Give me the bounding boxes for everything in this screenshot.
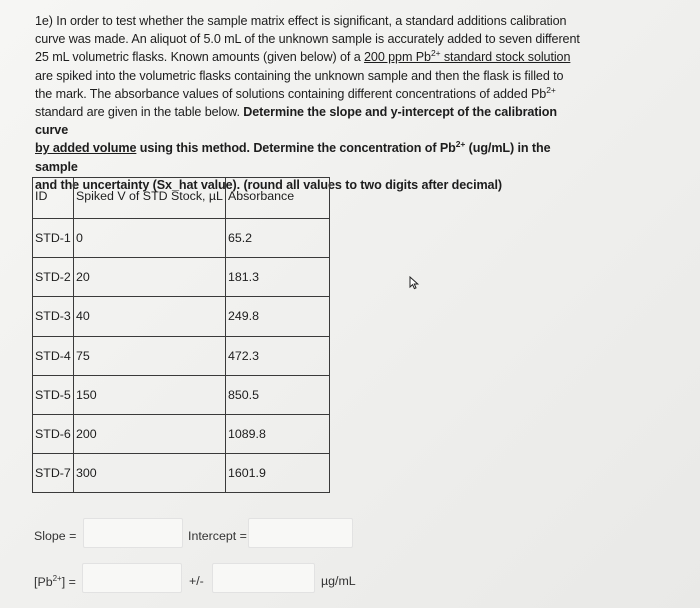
cell-volume: 200 bbox=[74, 414, 226, 453]
cell-id: STD-2 bbox=[33, 258, 74, 297]
table-row bbox=[33, 219, 330, 258]
table-row bbox=[33, 336, 330, 375]
table-row bbox=[33, 375, 330, 414]
cell-absorbance: 1089.8 bbox=[225, 414, 329, 453]
question-line: 25 mL volumetric flasks. Known amounts (given below) of a 200 ppm $Pb^{2+}$ standard stock solution bbox=[35, 48, 571, 65]
cell-absorbance: 65.2 bbox=[225, 219, 329, 258]
unit-label: µg/mL bbox=[321, 574, 356, 588]
cell-absorbance: 850.5 bbox=[225, 375, 329, 414]
cell-id: STD-5 bbox=[33, 375, 74, 414]
cell-volume: 40 bbox=[74, 297, 226, 336]
slope-label: Slope = bbox=[34, 529, 77, 543]
slope-input[interactable] bbox=[83, 518, 183, 548]
intercept-label: Intercept = bbox=[188, 529, 247, 543]
cell-id: STD-6 bbox=[33, 414, 74, 453]
intercept-input[interactable] bbox=[248, 518, 353, 548]
concentration-label: $[Pb^{2+}]$ = bbox=[34, 574, 76, 590]
cell-absorbance: 249.8 bbox=[225, 297, 329, 336]
table-header-row bbox=[33, 178, 330, 219]
concentration-input[interactable] bbox=[82, 563, 182, 593]
question-line: 1e) In order to test whether the sample matrix effect is significant, a standard additions calibration bbox=[35, 14, 567, 28]
header-volume: Spiked V of STD Stock, µL bbox=[74, 178, 226, 219]
header-absorbance: Absorbance bbox=[225, 178, 329, 219]
cell-volume: 150 bbox=[74, 375, 226, 414]
table-row bbox=[33, 414, 330, 453]
cell-id: STD-3 bbox=[33, 297, 74, 336]
cell-volume: 0 bbox=[74, 219, 226, 258]
mouse-cursor-icon bbox=[409, 276, 421, 290]
plus-minus-label: +/- bbox=[189, 574, 204, 588]
cell-id: STD-7 bbox=[33, 454, 74, 493]
question-line: and the uncertainty (Sx_hat value). (round all values to two digits after decimal) bbox=[35, 177, 502, 192]
question-line: curve was made. An aliquot of 5.0 mL of the unknown sample is accurately added to seven different bbox=[35, 32, 580, 47]
standards-table bbox=[32, 177, 330, 493]
cell-absorbance: 472.3 bbox=[225, 336, 329, 375]
cell-absorbance: 181.3 bbox=[225, 258, 329, 297]
cell-volume: 300 bbox=[74, 454, 226, 493]
cell-volume: 20 bbox=[74, 258, 226, 297]
question-line: are spiked into the volumetric flasks containing the unknown sample and then the flask is filled to bbox=[35, 68, 564, 83]
uncertainty-input[interactable] bbox=[212, 563, 315, 593]
cell-volume: 75 bbox=[74, 336, 226, 375]
question-text bbox=[35, 12, 580, 194]
cell-absorbance: 1601.9 bbox=[225, 454, 329, 493]
table-row bbox=[33, 297, 330, 336]
table-row bbox=[33, 258, 330, 297]
question-line: the mark. The absorbance values of solutions containing different concentrations of added $Pb^{2+}$ bbox=[35, 84, 556, 101]
question-line: by added volume using this method. Determine the concentration of $Pb^{2+}$ (ug/mL) in the sample bbox=[35, 139, 551, 174]
header-id: ID bbox=[33, 178, 74, 219]
question-line: standard are given in the table below. Determine the slope and y-intercept of the calibration curve bbox=[35, 105, 557, 138]
table-row bbox=[33, 454, 330, 493]
cell-id: STD-4 bbox=[33, 336, 74, 375]
cell-id: STD-1 bbox=[33, 219, 74, 258]
